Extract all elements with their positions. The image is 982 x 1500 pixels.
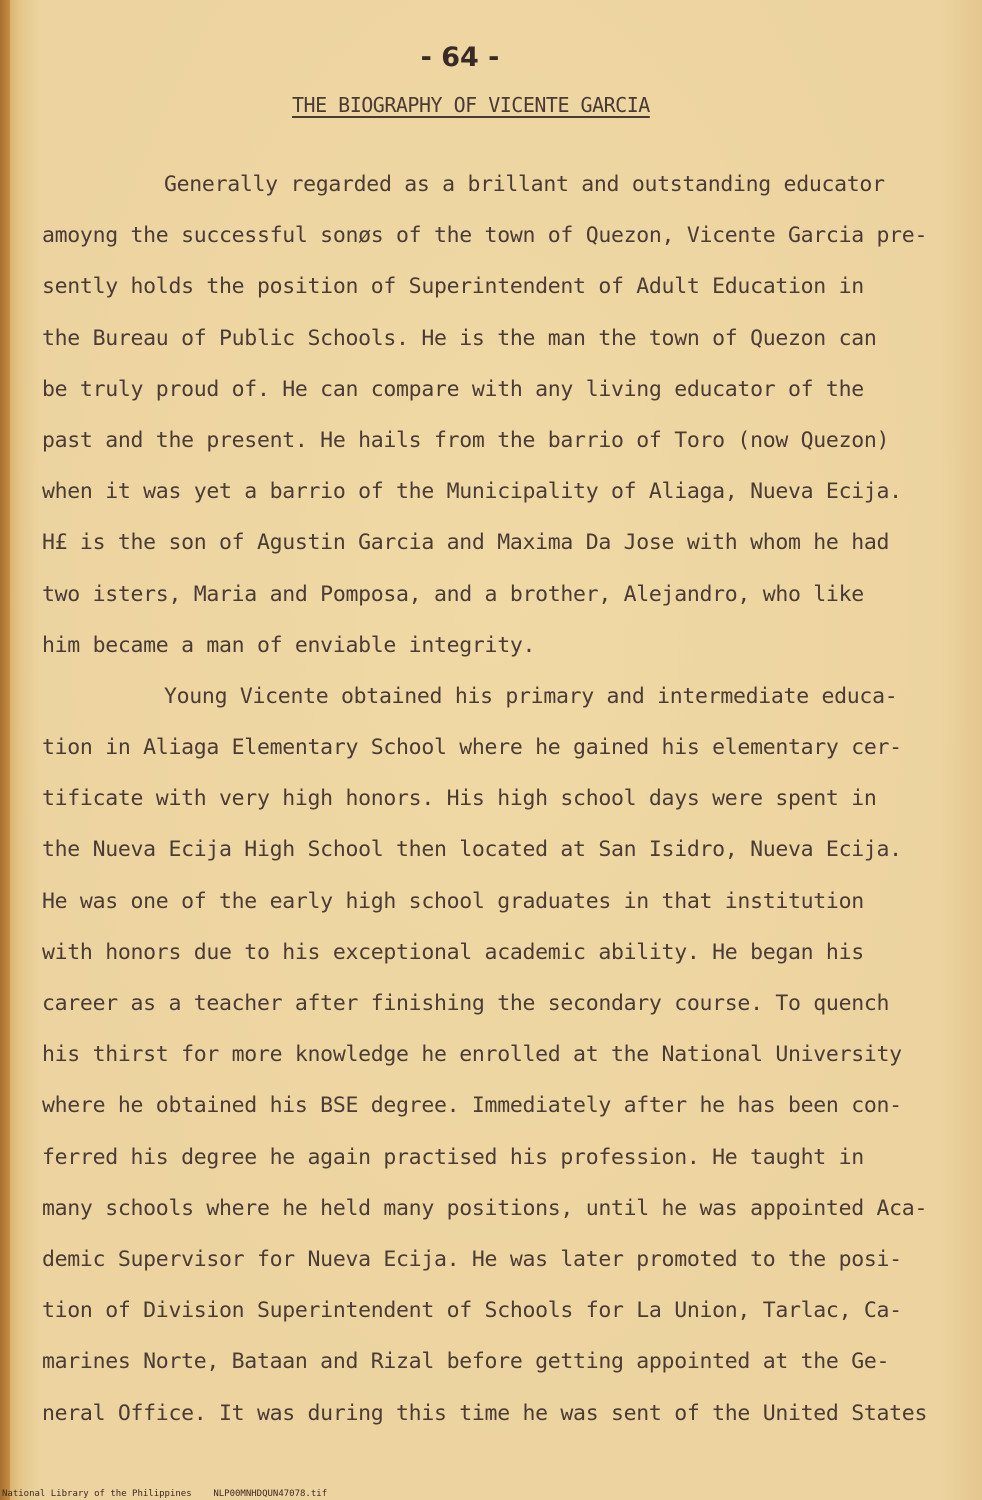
text-line: Young Vicente obtained his primary and intermediate educa- bbox=[164, 683, 898, 709]
text-line: where he obtained his BSE degree. Immediately after he has been con- bbox=[42, 1093, 902, 1119]
text-line: when it was yet a barrio of the Municipality of Aliaga, Nueva Ecija. bbox=[42, 479, 902, 505]
text-line: the Nueva Ecija High School then located at San Isidro, Nueva Ecija. bbox=[42, 837, 902, 863]
text-line: with honors due to his exceptional academic ability. He began his bbox=[42, 939, 864, 965]
text-line: amoyng the successful sonøs of the town of Quezon, Vicente Garcia pre- bbox=[42, 223, 928, 249]
text-line: tion in Aliaga Elementary School where he gained his elementary cer- bbox=[42, 735, 902, 761]
text-line: tificate with very high honors. His high school days were spent in bbox=[42, 786, 877, 812]
text-line: He was one of the early high school graduates in that institution bbox=[42, 888, 864, 914]
text-line: his thirst for more knowledge he enrolled at the National University bbox=[42, 1042, 902, 1068]
archive-footer: National Library of the Philippines NLP00MNHDQUN47078.tif bbox=[2, 1489, 328, 1499]
text-line: Generally regarded as a brillant and outstanding educator bbox=[164, 172, 885, 197]
document-title: THE BIOGRAPHY OF VICENTE GARCIA bbox=[292, 93, 650, 117]
text-line: sently holds the position of Superintendent of Adult Education in bbox=[42, 274, 864, 300]
text-line: him became a man of enviable integrity. bbox=[42, 632, 536, 658]
body-text bbox=[42, 166, 942, 1446]
text-line: two isters, Maria and Pomposa, and a brother, Alejandro, who like bbox=[42, 581, 864, 607]
text-line: H£ is the son of Agustin Garcia and Maxima Da Jose with whom he had bbox=[42, 530, 890, 556]
text-line: past and the present. He hails from the barrio of Toro (now Quezon) bbox=[42, 427, 890, 453]
text-line: marines Norte, Bataan and Rizal before getting appointed at the Ge- bbox=[42, 1349, 890, 1375]
text-line: career as a teacher after finishing the secondary course. To quench bbox=[42, 991, 890, 1016]
text-line: the Bureau of Public Schools. He is the man the town of Quezon can bbox=[42, 325, 877, 351]
text-line: be truly proud of. He can compare with any living educator of the bbox=[42, 376, 864, 402]
text-line: ferred his degree he again practised his profession. He taught in bbox=[42, 1144, 864, 1170]
text-line: neral Office. It was during this time he was sent of the United States bbox=[42, 1400, 928, 1426]
text-line: demic Supervisor for Nueva Ecija. He was later promoted to the posi- bbox=[42, 1246, 902, 1272]
text-line: many schools where he held many positions, until he was appointed Aca- bbox=[42, 1195, 928, 1221]
text-line: tion of Division Superintendent of Schools for La Union, Tarlac, Ca- bbox=[42, 1298, 902, 1324]
page-number: - 64 - bbox=[420, 42, 500, 73]
binding-edge bbox=[0, 0, 10, 1500]
